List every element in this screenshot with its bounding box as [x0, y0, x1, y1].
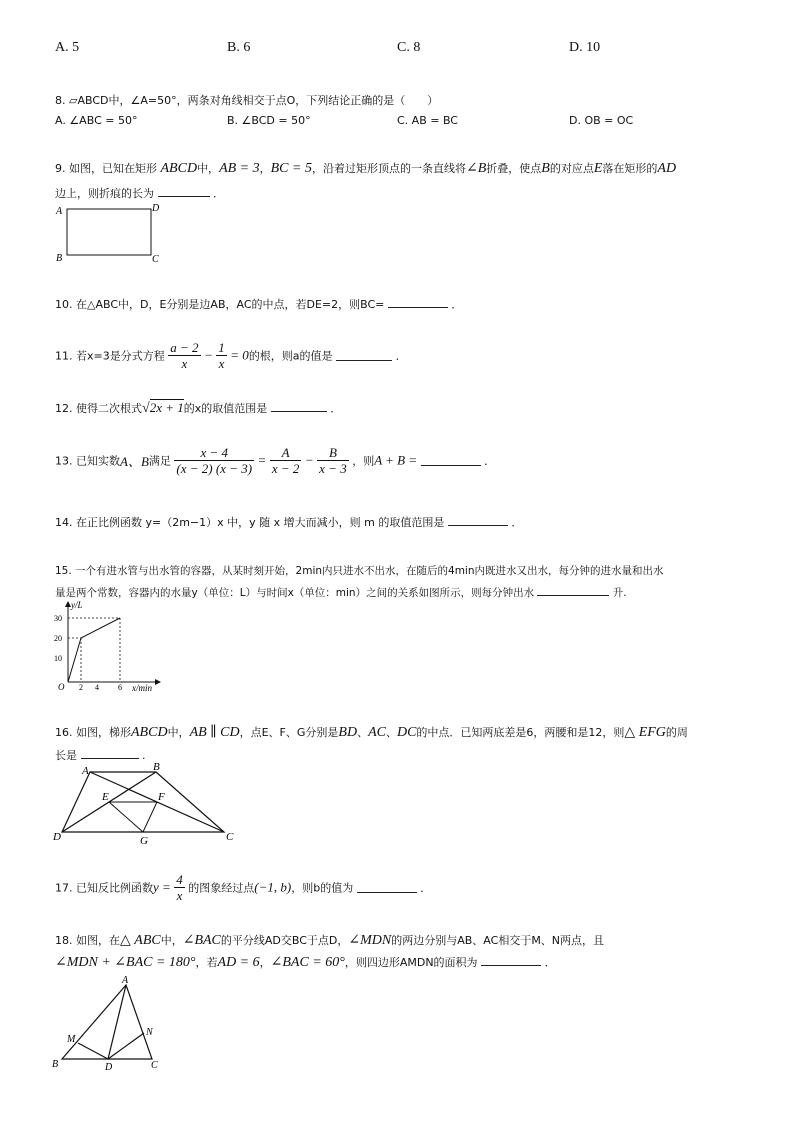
q7-option-c: C. 8 — [397, 40, 421, 55]
q15-water-graph — [50, 598, 170, 696]
y-axis-label: y/L — [71, 600, 83, 610]
answer-blank[interactable] — [271, 401, 327, 412]
q7-option-d: D. 10 — [569, 40, 601, 55]
label-B: B — [56, 253, 63, 264]
q18-triangle-figure — [50, 975, 170, 1071]
q11: 11. 若x=3是分式方程 $\frac{a - 2}{x}$ − $\frac{1}{x}$ = 0的根，则a的值是 ． — [55, 340, 407, 371]
label-E: E — [102, 791, 109, 803]
xtick-4: 4 — [95, 683, 99, 692]
answer-blank[interactable] — [421, 455, 481, 466]
xtick-2: 2 — [79, 683, 83, 692]
label-M: M — [67, 1034, 76, 1045]
label-D: D — [105, 1062, 113, 1071]
label-C: C — [226, 831, 234, 843]
label-N: N — [146, 1027, 153, 1038]
origin-label: O — [58, 682, 65, 692]
label-A: A — [122, 975, 129, 986]
q9-line2: 边上，则折痕的长为 ． — [55, 187, 224, 200]
ytick-10: 10 — [54, 654, 62, 663]
q13: 13. 已知实数A、B满足 $\frac{x - 4}{(x - 2) (x - 3)}$ = $\frac{A}{x - 2}$ − $\frac{B}{x - 3}$ ，则A + B = ． — [55, 445, 496, 476]
answer-blank[interactable] — [357, 882, 417, 893]
q8-option-d: D. OB = OC — [569, 114, 634, 127]
q10: 10. 在△ABC中，D，E分别是边AB，AC的中点，若DE=2，则BC= ． — [55, 298, 463, 311]
q7-option-b: B. 6 — [227, 40, 251, 55]
q8-stem: 8. ▱ABCD中，∠A=50°，两条对角线相交于点O，下列结论正确的是（ ） — [55, 94, 439, 107]
label-G: G — [140, 835, 148, 847]
answer-blank[interactable] — [336, 350, 392, 361]
answer-blank[interactable] — [448, 515, 508, 526]
q17: 17. 已知反比例函数y = $\frac{4}{x}$ 的图象经过点(−1, b)，则b的值为 ． — [55, 872, 432, 903]
label-D: D — [152, 203, 160, 214]
water-line — [68, 618, 120, 682]
q8-option-b: B. ∠BCD = 50° — [227, 114, 311, 127]
answer-blank[interactable] — [158, 186, 210, 197]
q8-option-a: A. ∠ABC = 50° — [55, 114, 138, 127]
answer-blank[interactable] — [388, 297, 448, 308]
xtick-6: 6 — [118, 683, 122, 692]
q9-line1: 9. 如图，已知在矩形 ABCD中，AB = 3，BC = 5，沿着过矩形顶点的一条直线将∠B折叠，使点B的对应点E落在矩形的AD — [55, 161, 677, 176]
label-B: B — [153, 761, 160, 773]
q16-line1: 16. 如图，梯形ABCD中，AB ∥ CD，点E、F、G分别是BD、AC、DC的中点．已知两底差是6，两腰和是12，则△ EFG的周 — [55, 725, 688, 740]
q15-line2: 量是两个常数，容器内的水量y（单位：L）与时间x（单位：min）之间的关系如图所示，则每分钟出水 升. — [55, 587, 627, 599]
label-B: B — [52, 1059, 59, 1070]
q8-option-c: C. AB = BC — [397, 114, 458, 127]
ytick-30: 30 — [54, 614, 62, 623]
label-A: A — [56, 206, 63, 217]
q18-line1: 18. 如图，在△ ABC中，∠BAC的平分线AD交BC于点D，∠MDN的两边分别与AB、AC相交于M、N两点，且 — [55, 933, 605, 948]
label-C: C — [152, 254, 159, 265]
answer-blank[interactable] — [537, 585, 609, 596]
answer-blank[interactable] — [81, 748, 139, 759]
x-axis-label: x/min — [132, 683, 152, 693]
label-D: D — [53, 831, 61, 843]
q16-trapezoid-figure — [50, 760, 240, 848]
q15-line1: 15. 一个有进水管与出水管的容器，从某时刻开始，2min内只进水不出水，在随后的4min内既进水又出水，每分钟的进水量和出水 — [55, 565, 664, 577]
q16-line2: 长是 . — [55, 749, 146, 762]
label-A: A — [82, 765, 89, 777]
label-C: C — [151, 1060, 158, 1071]
q12: 12. 使得二次根式√2x + 1的x的取值范围是 ． — [55, 400, 342, 416]
label-F: F — [158, 791, 165, 803]
answer-blank[interactable] — [481, 955, 541, 966]
q18-line2: ∠MDN + ∠BAC = 180°，若AD = 6，∠BAC = 60°，则四边形AMDN的面积为 ． — [55, 955, 556, 970]
q7-option-a: A. 5 — [55, 40, 80, 55]
q14: 14. 在正比例函数 y=（2m−1）x 中，y 随 x 增大而减小，则 m 的取值范围是 ． — [55, 516, 523, 529]
ytick-20: 20 — [54, 634, 62, 643]
q9-rectangle-figure — [52, 200, 167, 266]
